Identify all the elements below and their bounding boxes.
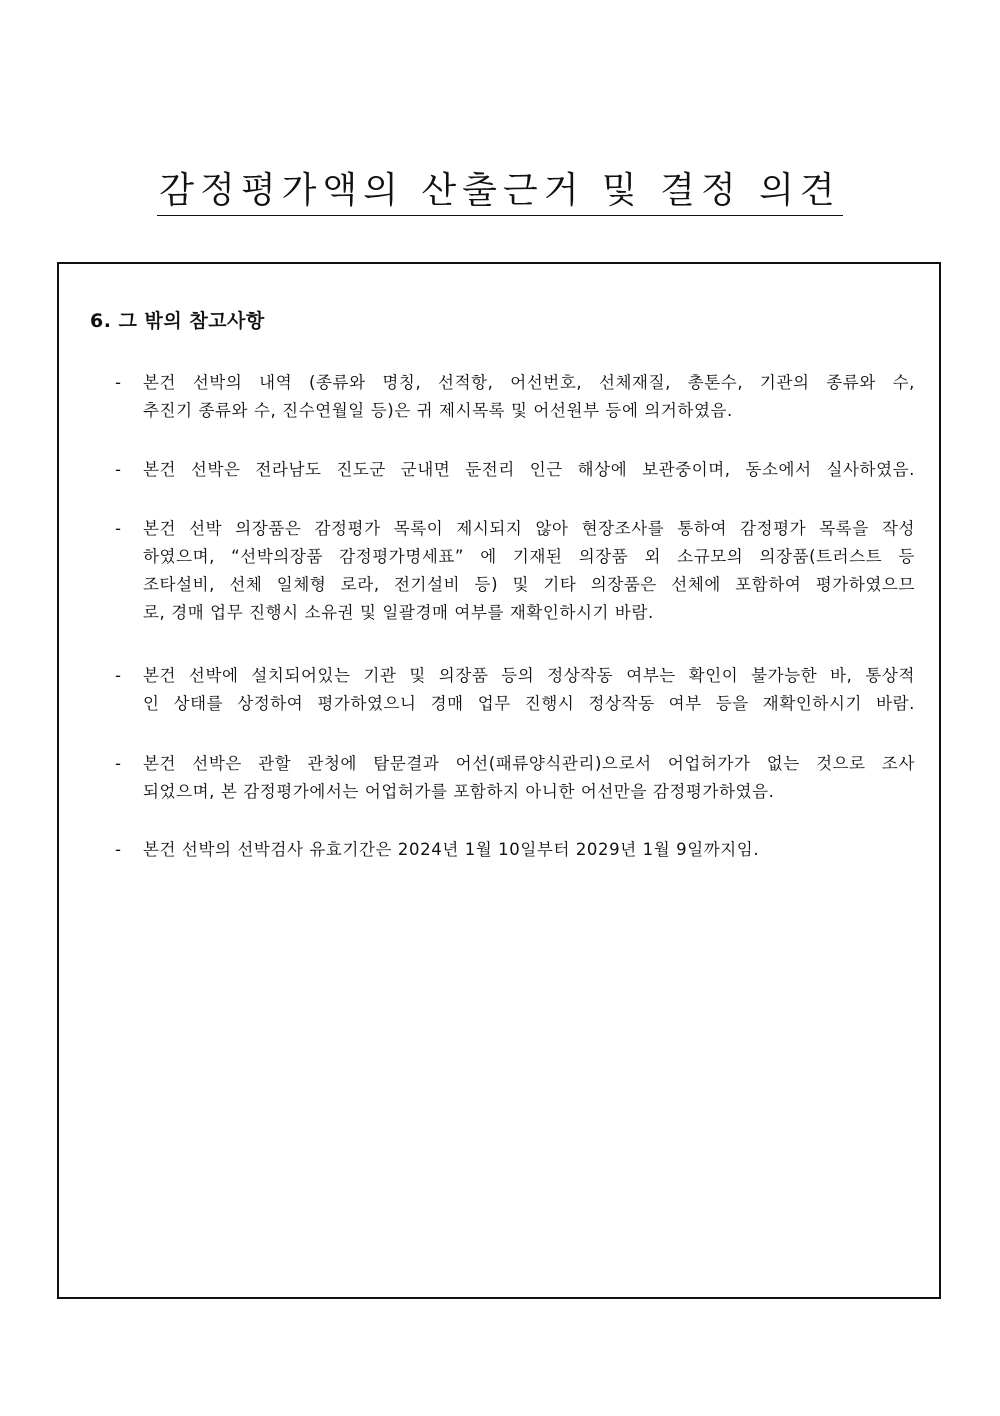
content-frame: [57, 262, 941, 1299]
note-item-vessel-details: [115, 369, 915, 425]
note-line: 조타설비, 선체 일체형 로라, 전기설비 등) 및 기타 의장품은 선체에 포함하여 평가하였으므: [143, 575, 915, 594]
note-line: 인 상태를 상정하여 평가하였으니 경매 업무 진행시 정상작동 여부 등을 재확인하시기 바람.: [143, 694, 915, 713]
note-item-fishing-license: [115, 750, 915, 806]
note-item-operation-check: [115, 662, 915, 718]
bullet-dash: -: [115, 373, 121, 392]
bullet-dash: -: [115, 754, 121, 773]
document-title: [0, 168, 1000, 216]
note-line: 본건 선박의 선박검사 유효기간은 2024년 1월 10일부터 2029년 1월 9일까지임.: [143, 840, 760, 859]
section-heading: 6. 그 밖의 참고사항: [90, 310, 265, 332]
note-line: 본건 선박 의장품은 감정평가 목록이 제시되지 않아 현장조사를 통하여 감정평가 목록을 작성: [143, 519, 915, 538]
note-line: 로, 경매 업무 진행시 소유권 및 일괄경매 여부를 재확인하시기 바람.: [143, 603, 654, 622]
bullet-dash: -: [115, 519, 121, 538]
note-line: 본건 선박의 내역 (종류와 명칭, 선적항, 어선번호, 선체재질, 총톤수, 기관의 종류와 수,: [143, 373, 915, 392]
document-title-text: 감정평가액의 산출근거 및 결정 의견: [157, 168, 842, 216]
bullet-dash: -: [115, 460, 121, 479]
bullet-dash: -: [115, 666, 121, 685]
note-line: 추진기 종류와 수, 진수연월일 등)은 귀 제시목록 및 어선원부 등에 의거하였음.: [143, 401, 733, 420]
note-item-equipment: [115, 515, 915, 627]
note-item-inspection-validity: [115, 836, 915, 864]
note-line: 하였으며, “선박의장품 감정평가명세표” 에 기재된 의장품 외 소규모의 의장품(트러스트 등: [143, 547, 915, 566]
note-line: 되었으며, 본 감정평가에서는 어업허가를 포함하지 아니한 어선만을 감정평가하였음.: [143, 782, 775, 801]
note-line: 본건 선박은 전라남도 진도군 군내면 둔전리 인근 해상에 보관중이며, 동소에서 실사하였음.: [143, 460, 915, 479]
note-item-vessel-location: [115, 456, 915, 484]
bullet-dash: -: [115, 840, 121, 859]
note-line: 본건 선박에 설치되어있는 기관 및 의장품 등의 정상작동 여부는 확인이 불가능한 바, 통상적: [143, 666, 915, 685]
note-line: 본건 선박은 관할 관청에 탐문결과 어선(패류양식관리)으로서 어업허가가 없는 것으로 조사: [143, 754, 915, 773]
